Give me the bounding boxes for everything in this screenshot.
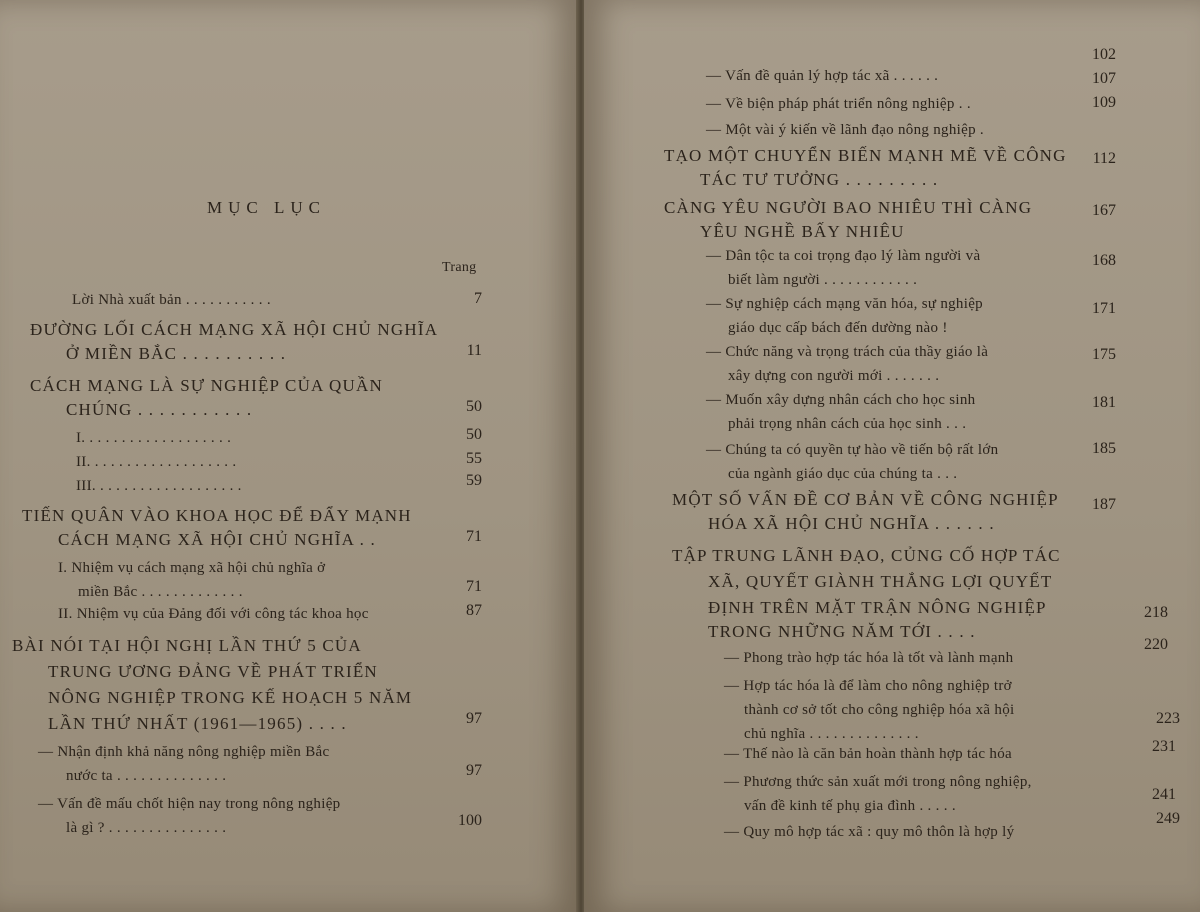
toc-heading: YÊU NGHỀ BẤY NHIÊU (700, 222, 905, 241)
toc-title: MỤC LỤC (207, 198, 326, 217)
toc-page: 71 (466, 528, 482, 545)
toc-heading: NÔNG NGHIỆP TRONG KẾ HOẠCH 5 NĂM (48, 688, 413, 707)
toc-entry: — Chức năng và trọng trách của thầy giáo là (706, 344, 989, 360)
left-page (0, 0, 578, 912)
toc-entry: — Sự nghiệp cách mạng văn hóa, sự nghiệp (706, 296, 983, 312)
toc-page: 231 (1152, 738, 1176, 755)
toc-entry: của ngành giáo dục của chúng ta . . . (728, 466, 958, 482)
toc-heading: TẬP TRUNG LÃNH ĐẠO, CỦNG CỐ HỢP TÁC (672, 546, 1061, 565)
toc-heading: TÁC TƯ TƯỞNG . . . . . . . . . (700, 170, 939, 189)
toc-entry: — Vấn đề quản lý hợp tác xã . . . . . . (706, 68, 939, 84)
toc-heading: TIẾN QUÂN VÀO KHOA HỌC ĐỂ ĐẨY MẠNH (22, 506, 412, 525)
toc-page: 11 (466, 342, 482, 359)
toc-entry: thành cơ sở tốt cho công nghiệp hóa xã hội (744, 702, 1015, 718)
toc-entry: — Quy mô hợp tác xã : quy mô thôn là hợp lý (724, 824, 1015, 840)
toc-entry: chủ nghĩa . . . . . . . . . . . . . . (744, 726, 919, 742)
toc-entry: miền Bắc . . . . . . . . . . . . . (78, 584, 243, 600)
toc-page: 97 (466, 710, 482, 727)
toc-page: 97 (466, 762, 482, 779)
page-column-label: Trang (442, 260, 477, 275)
toc-entry: II. Nhiệm vụ của Đảng đối với công tác khoa học (58, 606, 369, 622)
toc-page: 185 (1092, 440, 1116, 457)
toc-page: 112 (1092, 150, 1116, 167)
toc-entry: là gì ? . . . . . . . . . . . . . . . (66, 820, 227, 836)
toc-page: 50 (466, 398, 482, 415)
toc-heading: BÀI NÓI TẠI HỘI NGHỊ LẦN THỨ 5 CỦA (12, 636, 362, 655)
toc-heading: MỘT SỐ VẤN ĐỀ CƠ BẢN VỀ CÔNG NGHIỆP (672, 490, 1059, 509)
toc-page: 220 (1144, 636, 1168, 653)
toc-entry: nước ta . . . . . . . . . . . . . . (66, 768, 227, 784)
toc-heading: TRUNG ƯƠNG ĐẢNG VỀ PHÁT TRIỂN (48, 662, 378, 681)
toc-entry: xây dựng con người mới . . . . . . . (728, 368, 940, 384)
toc-entry: — Thế nào là căn bản hoàn thành hợp tác hóa (724, 746, 1012, 762)
toc-heading: CÁCH MẠNG LÀ SỰ NGHIỆP CỦA QUẦN (30, 376, 383, 395)
toc-entry: giáo dục cấp bách đến dường nào ! (728, 320, 948, 336)
toc-page: 167 (1092, 202, 1116, 219)
toc-entry: — Nhận định khả năng nông nghiệp miền Bắc (38, 744, 330, 760)
toc-page: 59 (466, 472, 482, 489)
toc-entry: — Phong trào hợp tác hóa là tốt và lành mạnh (724, 650, 1014, 666)
toc-page: 87 (466, 602, 482, 619)
toc-entry: I. Nhiệm vụ cách mạng xã hội chủ nghĩa ở (58, 560, 326, 576)
toc-heading: TẠO MỘT CHUYỂN BIẾN MẠNH MẼ VỀ CÔNG (664, 146, 1067, 165)
toc-entry: III. . . . . . . . . . . . . . . . . . . (76, 478, 242, 494)
toc-page: 175 (1092, 346, 1116, 363)
toc-page: 107 (1092, 70, 1116, 87)
toc-heading: ĐƯỜNG LỐI CÁCH MẠNG XÃ HỘI CHỦ NGHĨA (30, 320, 439, 339)
toc-page: 218 (1144, 604, 1168, 621)
toc-heading: LẦN THỨ NHẤT (1961—1965) . . . . (48, 714, 347, 733)
toc-page: 109 (1092, 94, 1116, 111)
toc-entry: — Về biện pháp phát triển nông nghiệp . . (706, 96, 971, 112)
toc-heading: CÀNG YÊU NGƯỜI BAO NHIÊU THÌ CÀNG (664, 198, 1033, 217)
toc-page: 100 (458, 812, 482, 829)
toc-heading: XÃ, QUYẾT GIÀNH THẮNG LỢI QUYẾT (708, 572, 1053, 591)
toc-entry: — Chúng ta có quyền tự hào về tiến bộ rất lớn (706, 442, 999, 458)
toc-page: 241 (1152, 786, 1176, 803)
toc-page: 168 (1092, 252, 1116, 269)
toc-heading: CÁCH MẠNG XÃ HỘI CHỦ NGHĨA . . (58, 530, 376, 549)
toc-entry: — Hợp tác hóa là để làm cho nông nghiệp trở (724, 678, 1012, 694)
toc-page: 187 (1092, 496, 1116, 513)
toc-entry: I. . . . . . . . . . . . . . . . . . . (76, 430, 232, 446)
toc-page: 223 (1156, 710, 1180, 727)
toc-entry: vấn đề kinh tế phụ gia đình . . . . . (744, 798, 956, 814)
toc-heading: TRONG NHỮNG NĂM TỚI . . . . (708, 622, 976, 641)
toc-entry: II. . . . . . . . . . . . . . . . . . . (76, 454, 237, 470)
toc-page: 171 (1092, 300, 1116, 317)
toc-page: 71 (466, 578, 482, 595)
right-page (584, 0, 1200, 912)
toc-heading: ĐỊNH TRÊN MẶT TRẬN NÔNG NGHIỆP (708, 598, 1047, 617)
toc-entry: — Muốn xây dựng nhân cách cho học sinh (706, 392, 976, 408)
toc-page: 7 (474, 290, 482, 307)
toc-page: 55 (466, 450, 482, 467)
toc-entry: — Vấn đề mấu chốt hiện nay trong nông nghiệp (38, 796, 341, 812)
toc-entry: phải trọng nhân cách của học sinh . . . (728, 416, 967, 432)
toc-heading: CHÚNG . . . . . . . . . . . (66, 400, 253, 419)
toc-page: 102 (1092, 46, 1116, 63)
toc-entry: Lời Nhà xuất bản . . . . . . . . . . . (72, 292, 271, 308)
toc-page: 181 (1092, 394, 1116, 411)
toc-entry: — Phương thức sản xuất mới trong nông nghiệp, (724, 774, 1032, 790)
toc-page: 50 (466, 426, 482, 443)
toc-heading: Ở MIỀN BẮC . . . . . . . . . . (66, 344, 287, 363)
toc-entry: — Một vài ý kiến về lãnh đạo nông nghiệp . (706, 122, 984, 138)
toc-heading: HÓA XÃ HỘI CHỦ NGHĨA . . . . . . (708, 514, 995, 533)
toc-entry: biết làm người . . . . . . . . . . . . (728, 272, 918, 288)
toc-entry: — Dân tộc ta coi trọng đạo lý làm người và (706, 248, 981, 264)
toc-page: 249 (1156, 810, 1180, 827)
